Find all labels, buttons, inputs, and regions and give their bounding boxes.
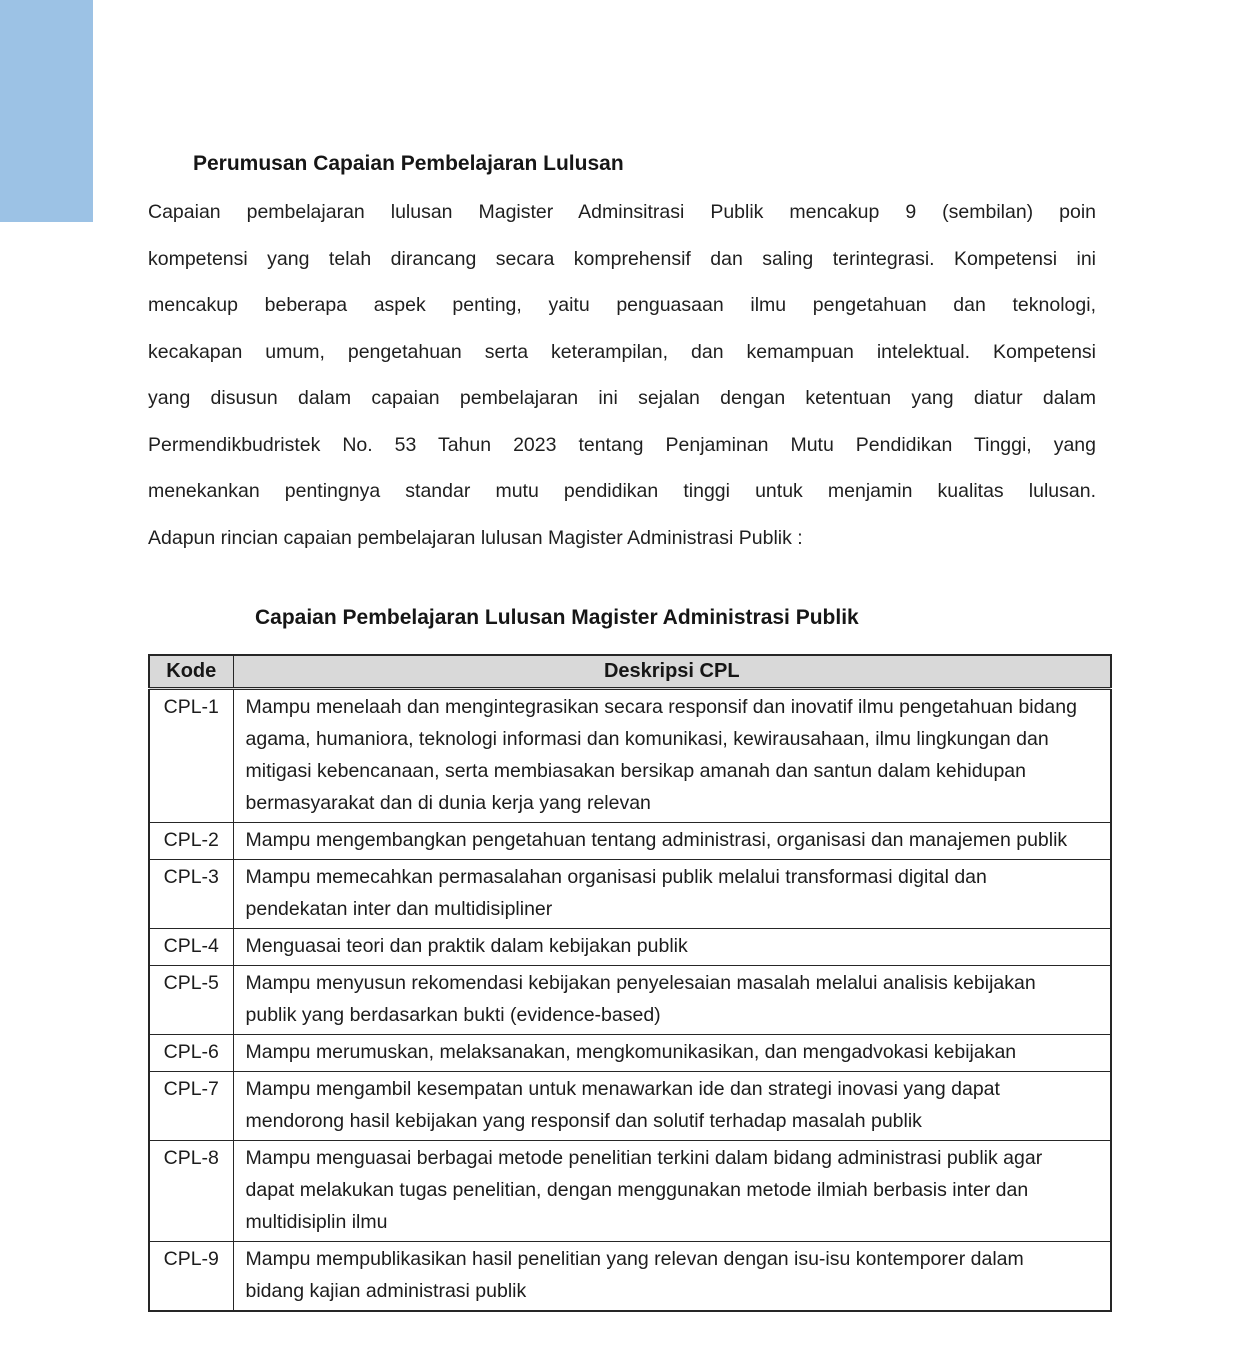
cpl-description: Mampu mengambil kesempatan untuk menawarkan ide dan strategi inovasi yang dapat mendorong hasil kebijakan yang responsif dan solutif terhadap masalah publik bbox=[233, 1072, 1111, 1141]
table-row bbox=[149, 823, 1111, 860]
intro-paragraph bbox=[148, 189, 1096, 561]
cpl-description: Menguasai teori dan praktik dalam kebijakan publik bbox=[233, 929, 1111, 966]
cpl-code: CPL-1 bbox=[149, 689, 233, 823]
cpl-description: Mampu merumuskan, melaksanakan, mengkomunikasikan, dan mengadvokasi kebijakan bbox=[233, 1035, 1111, 1072]
cpl-code: CPL-2 bbox=[149, 823, 233, 860]
cpl-description: Mampu menguasai berbagai metode penelitian terkini dalam bidang administrasi publik agar dapat melakukan tugas penelitian, dengan menggunakan metode ilmiah berbasis inter dan multidisiplin ilmu bbox=[233, 1141, 1111, 1242]
section-heading: Perumusan Capaian Pembelajaran Lulusan bbox=[193, 152, 624, 175]
cpl-description: Mampu menelaah dan mengintegrasikan secara responsif dan inovatif ilmu pengetahuan bidang agama, humaniora, teknologi informasi dan komunikasi, kewirausahaan, ilmu lingkungan dan mitigasi kebencanaan, serta membiasakan bersikap amanah dan santun dalam kehidupan bermasyarakat dan di dunia kerja yang relevan bbox=[233, 689, 1111, 823]
table-row bbox=[149, 1035, 1111, 1072]
table-row bbox=[149, 929, 1111, 966]
intro-line: kecakapan umum, pengetahuan serta keterampilan, dan kemampuan intelektual. Kompetensi bbox=[148, 340, 1096, 363]
cpl-code: CPL-9 bbox=[149, 1242, 233, 1312]
column-header-kode: Kode bbox=[149, 655, 233, 689]
cpl-description: Mampu memecahkan permasalahan organisasi publik melalui transformasi digital dan pendekatan inter dan multidisipliner bbox=[233, 860, 1111, 929]
cpl-table bbox=[148, 654, 1112, 1312]
cpl-code: CPL-6 bbox=[149, 1035, 233, 1072]
cpl-code: CPL-7 bbox=[149, 1072, 233, 1141]
table-title: Capaian Pembelajaran Lulusan Magister Administrasi Publik bbox=[255, 606, 859, 629]
cpl-description: Mampu mempublikasikan hasil penelitian yang relevan dengan isu-isu kontemporer dalam bidang kajian administrasi publik bbox=[233, 1242, 1111, 1312]
table-header-row bbox=[149, 655, 1111, 689]
intro-line: yang disusun dalam capaian pembelajaran ini sejalan dengan ketentuan yang diatur dalam bbox=[148, 387, 1096, 409]
column-header-deskripsi: Deskripsi CPL bbox=[233, 655, 1111, 689]
cpl-code: CPL-8 bbox=[149, 1141, 233, 1242]
table-row bbox=[149, 689, 1111, 823]
cpl-code: CPL-5 bbox=[149, 966, 233, 1035]
table-row bbox=[149, 1141, 1111, 1242]
intro-line: mencakup beberapa aspek penting, yaitu penguasaan ilmu pengetahuan dan teknologi, bbox=[148, 294, 1096, 316]
table-row bbox=[149, 860, 1111, 929]
table-row bbox=[149, 1072, 1111, 1141]
cpl-code: CPL-3 bbox=[149, 860, 233, 929]
corner-accent-block bbox=[0, 0, 93, 222]
intro-line: Capaian pembelajaran lulusan Magister Adminsitrasi Publik mencakup 9 (sembilan) poin bbox=[148, 201, 1096, 223]
cpl-description: Mampu mengembangkan pengetahuan tentang administrasi, organisasi dan manajemen publik bbox=[233, 823, 1111, 860]
cpl-code: CPL-4 bbox=[149, 929, 233, 966]
table-row bbox=[149, 966, 1111, 1035]
intro-line: Permendikbudristek No. 53 Tahun 2023 tentang Penjaminan Mutu Pendidikan Tinggi, yang bbox=[148, 433, 1096, 456]
table-row bbox=[149, 1242, 1111, 1312]
cpl-description: Mampu menyusun rekomendasi kebijakan penyelesaian masalah melalui analisis kebijakan publik yang berdasarkan bukti (evidence-based) bbox=[233, 966, 1111, 1035]
intro-line: Adapun rincian capaian pembelajaran lulusan Magister Administrasi Publik : bbox=[148, 526, 803, 549]
intro-line: kompetensi yang telah dirancang secara komprehensif dan saling terintegrasi. Kompetensi ini bbox=[148, 247, 1096, 270]
intro-line: menekankan pentingnya standar mutu pendidikan tinggi untuk menjamin kualitas lulusan. bbox=[148, 480, 1096, 502]
